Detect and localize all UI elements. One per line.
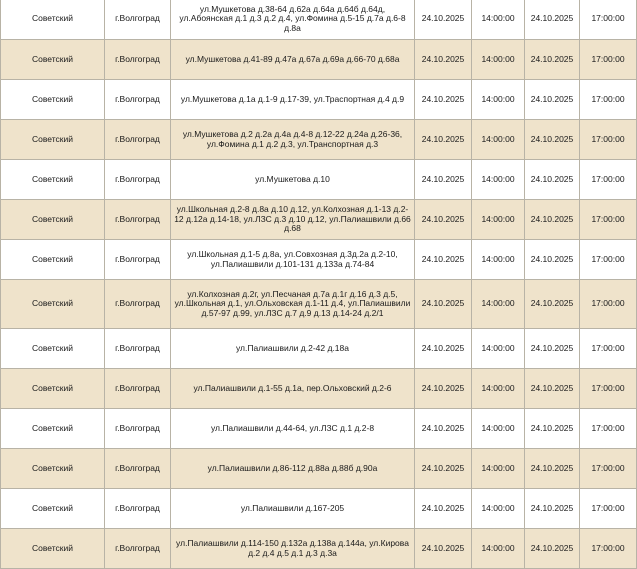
table-row <box>1 0 637 40</box>
start-date-cell: 24.10.2025 <box>415 0 472 40</box>
district-cell: Советский <box>1 369 105 409</box>
end-date-cell: 24.10.2025 <box>525 0 580 40</box>
end-date-cell: 24.10.2025 <box>525 449 580 489</box>
district-cell: Советский <box>1 329 105 369</box>
end-date-cell: 24.10.2025 <box>525 529 580 569</box>
start-time-cell: 14:00:00 <box>472 329 525 369</box>
address-cell: ул.Мушкетова д.1а д.1-9 д.17-39, ул.Траспортная д.4 д.9 <box>171 80 415 120</box>
start-date-cell: 24.10.2025 <box>415 369 472 409</box>
end-time-cell: 17:00:00 <box>580 240 637 280</box>
start-date-cell: 24.10.2025 <box>415 120 472 160</box>
start-date-cell: 24.10.2025 <box>415 529 472 569</box>
district-cell: Советский <box>1 80 105 120</box>
end-date-cell: 24.10.2025 <box>525 329 580 369</box>
district-cell: Советский <box>1 0 105 40</box>
district-cell: Советский <box>1 529 105 569</box>
district-cell: Советский <box>1 160 105 200</box>
end-date-cell: 24.10.2025 <box>525 280 580 329</box>
city-cell: г.Волгоград <box>105 409 171 449</box>
start-time-cell: 14:00:00 <box>472 0 525 40</box>
address-cell: ул.Палиашвили д.114-150 д.132а д.138а д.144а, ул.Кирова д.2 д.4 д.5 д.1 д.3 д.3а <box>171 529 415 569</box>
table-row <box>1 40 637 80</box>
address-cell: ул.Школьная д.1-5 д.8а, ул.Совхозная д.3д.2а д.2-10, ул.Палиашвили д.101-131 д.133а д.74-84 <box>171 240 415 280</box>
end-time-cell: 17:00:00 <box>580 529 637 569</box>
city-cell: г.Волгоград <box>105 120 171 160</box>
address-cell: ул.Мушкетова д.10 <box>171 160 415 200</box>
start-time-cell: 14:00:00 <box>472 449 525 489</box>
table-row <box>1 240 637 280</box>
city-cell: г.Волгоград <box>105 329 171 369</box>
address-cell: ул.Палиашвили д.44-64, ул.ЛЗС д.1 д.2-8 <box>171 409 415 449</box>
end-date-cell: 24.10.2025 <box>525 120 580 160</box>
end-time-cell: 17:00:00 <box>580 200 637 240</box>
end-time-cell: 17:00:00 <box>580 280 637 329</box>
start-time-cell: 14:00:00 <box>472 409 525 449</box>
start-time-cell: 14:00:00 <box>472 200 525 240</box>
city-cell: г.Волгоград <box>105 369 171 409</box>
end-time-cell: 17:00:00 <box>580 120 637 160</box>
address-cell: ул.Мушкетова д.2 д.2а д.4а д.4-8 д.12-22 д.24а д.26-36, ул.Фомина д.1 д.2 д.3, ул.Транспортная д.3 <box>171 120 415 160</box>
start-date-cell: 24.10.2025 <box>415 329 472 369</box>
address-cell: ул.Мушкетова д.41-89 д.47а д.67а д.69а д.66-70 д.68а <box>171 40 415 80</box>
end-date-cell: 24.10.2025 <box>525 80 580 120</box>
district-cell: Советский <box>1 489 105 529</box>
start-time-cell: 14:00:00 <box>472 80 525 120</box>
city-cell: г.Волгоград <box>105 240 171 280</box>
district-cell: Советский <box>1 240 105 280</box>
city-cell: г.Волгоград <box>105 449 171 489</box>
start-time-cell: 14:00:00 <box>472 369 525 409</box>
district-cell: Советский <box>1 280 105 329</box>
start-date-cell: 24.10.2025 <box>415 240 472 280</box>
start-date-cell: 24.10.2025 <box>415 489 472 529</box>
start-date-cell: 24.10.2025 <box>415 160 472 200</box>
end-time-cell: 17:00:00 <box>580 329 637 369</box>
city-cell: г.Волгоград <box>105 0 171 40</box>
start-time-cell: 14:00:00 <box>472 280 525 329</box>
address-cell: ул.Палиашвили д.2-42 д.18а <box>171 329 415 369</box>
table-row <box>1 409 637 449</box>
address-cell: ул.Палиашвили д.167-205 <box>171 489 415 529</box>
start-date-cell: 24.10.2025 <box>415 40 472 80</box>
end-date-cell: 24.10.2025 <box>525 409 580 449</box>
start-date-cell: 24.10.2025 <box>415 80 472 120</box>
address-cell: ул.Палиашвили д.1-55 д.1а, пер.Ольховский д.2-6 <box>171 369 415 409</box>
city-cell: г.Волгоград <box>105 160 171 200</box>
district-cell: Советский <box>1 120 105 160</box>
city-cell: г.Волгоград <box>105 280 171 329</box>
start-time-cell: 14:00:00 <box>472 240 525 280</box>
city-cell: г.Волгоград <box>105 40 171 80</box>
start-time-cell: 14:00:00 <box>472 120 525 160</box>
end-date-cell: 24.10.2025 <box>525 240 580 280</box>
start-date-cell: 24.10.2025 <box>415 280 472 329</box>
end-time-cell: 17:00:00 <box>580 409 637 449</box>
address-cell: ул.Колхозная д.2г, ул.Песчаная д.7а д.1г д.16 д.3 д.5, ул.Школьная д.1, ул.Ольховская д.1-11 д.4, ул.Палиашвили д.57-97 д.99, ул.ЛЗС д.7 д.9 д.13 д.14-24 д.2/1 <box>171 280 415 329</box>
outage-table-body <box>1 0 637 569</box>
end-time-cell: 17:00:00 <box>580 489 637 529</box>
end-time-cell: 17:00:00 <box>580 80 637 120</box>
end-time-cell: 17:00:00 <box>580 369 637 409</box>
address-cell: ул.Мушкетова д.38-64 д.62а д.64а д.64б д.64д, ул.Абоянская д.1 д.3 д.2 д.4, ул.Фомина д.5-15 д.7а д.6-8 д.8а <box>171 0 415 40</box>
district-cell: Советский <box>1 449 105 489</box>
start-time-cell: 14:00:00 <box>472 160 525 200</box>
city-cell: г.Волгоград <box>105 529 171 569</box>
start-time-cell: 14:00:00 <box>472 489 525 529</box>
end-time-cell: 17:00:00 <box>580 160 637 200</box>
table-row <box>1 369 637 409</box>
table-row <box>1 80 637 120</box>
table-row <box>1 280 637 329</box>
table-row <box>1 489 637 529</box>
table-row <box>1 120 637 160</box>
end-date-cell: 24.10.2025 <box>525 200 580 240</box>
end-time-cell: 17:00:00 <box>580 449 637 489</box>
start-date-cell: 24.10.2025 <box>415 200 472 240</box>
end-time-cell: 17:00:00 <box>580 0 637 40</box>
district-cell: Советский <box>1 409 105 449</box>
table-row <box>1 449 637 489</box>
end-date-cell: 24.10.2025 <box>525 369 580 409</box>
start-time-cell: 14:00:00 <box>472 40 525 80</box>
end-time-cell: 17:00:00 <box>580 40 637 80</box>
start-date-cell: 24.10.2025 <box>415 409 472 449</box>
table-row <box>1 329 637 369</box>
city-cell: г.Волгоград <box>105 200 171 240</box>
start-time-cell: 14:00:00 <box>472 529 525 569</box>
city-cell: г.Волгоград <box>105 80 171 120</box>
city-cell: г.Волгоград <box>105 489 171 529</box>
table-row <box>1 200 637 240</box>
table-row <box>1 160 637 200</box>
address-cell: ул.Палиашвили д.86-112 д.88а д.88б д.90а <box>171 449 415 489</box>
start-date-cell: 24.10.2025 <box>415 449 472 489</box>
end-date-cell: 24.10.2025 <box>525 160 580 200</box>
end-date-cell: 24.10.2025 <box>525 489 580 529</box>
address-cell: ул.Школьная д.2-8 д.8а д.10 д.12, ул.Колхозная д.1-13 д.2-12 д.12а д.14-18, ул.ЛЗС д.3 д.10 д.12, ул.Палиашвили д.66 д.68 <box>171 200 415 240</box>
end-date-cell: 24.10.2025 <box>525 40 580 80</box>
table-row <box>1 529 637 569</box>
district-cell: Советский <box>1 200 105 240</box>
district-cell: Советский <box>1 40 105 80</box>
